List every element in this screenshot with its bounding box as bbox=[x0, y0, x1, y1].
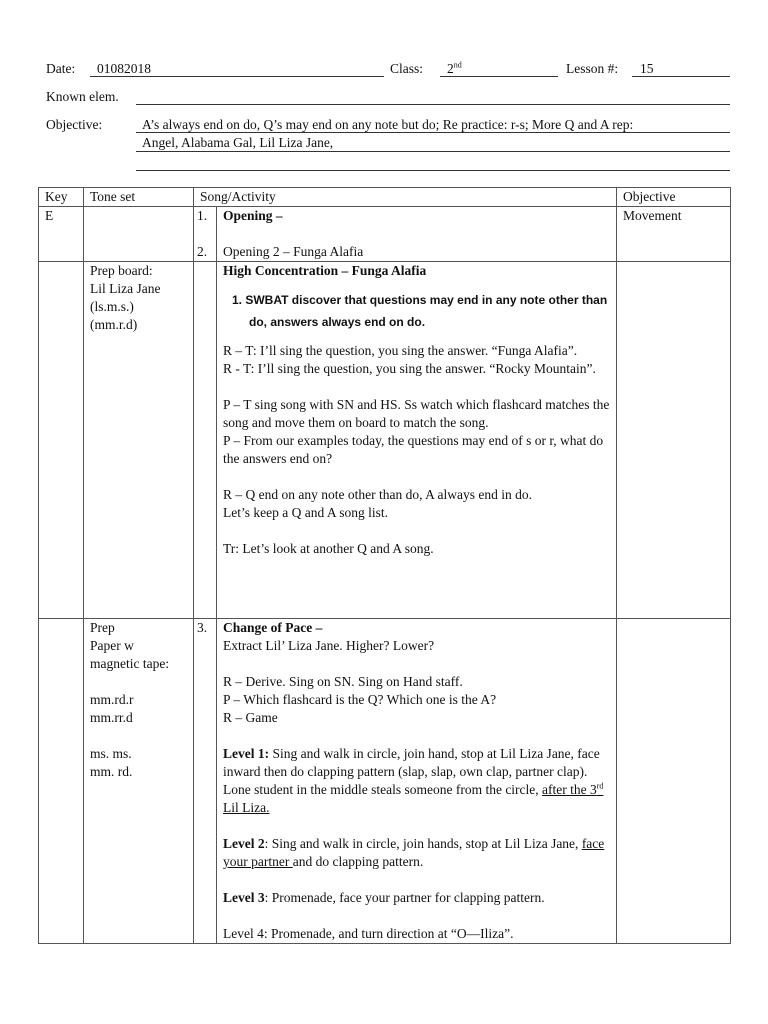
header-key: Key bbox=[39, 188, 84, 207]
lesson-plan-table bbox=[38, 187, 731, 944]
tone-line: ms. ms. bbox=[90, 746, 132, 761]
swbat-objective: 1. SWBAT discover that questions may end in any note other than do, answers always end on do. bbox=[232, 293, 608, 329]
step-text: R - T: I’ll sing the question, you sing the answer. “Rocky Mountain”. bbox=[223, 361, 596, 376]
level-1-label: Level 1: bbox=[223, 746, 270, 761]
number-cell bbox=[194, 207, 217, 262]
header-song-activity: Song/Activity bbox=[194, 188, 617, 207]
key-cell: E bbox=[39, 207, 84, 262]
step-text: P – From our examples today, the questions may end of s or r, what do the answers end on? bbox=[223, 433, 604, 466]
step-text: Extract Lil’ Liza Jane. Higher? Lower? bbox=[223, 638, 435, 653]
level-3-text: : Promenade, face your partner for clapping pattern. bbox=[264, 890, 545, 905]
step-text: R – Q end on any note other than do, A always end in do. bbox=[223, 487, 532, 502]
table-row-change-of-pace bbox=[39, 619, 731, 944]
level-1-sup: rd bbox=[596, 781, 604, 791]
table-row-opening bbox=[39, 207, 731, 262]
tone-cell bbox=[84, 262, 194, 619]
step-text: R – T: I’ll sing the question, you sing the answer. “Funga Alafia”. bbox=[223, 343, 578, 358]
objective-rule-2 bbox=[136, 151, 730, 152]
date-line bbox=[90, 76, 384, 77]
objective-cell-empty bbox=[617, 619, 731, 944]
item-number: 1. bbox=[197, 208, 208, 223]
step-text: R – Derive. Sing on SN. Sing on Hand staff. bbox=[223, 674, 463, 689]
step-text: Let’s keep a Q and A song list. bbox=[223, 505, 388, 520]
level-3-label: Level 3 bbox=[223, 890, 265, 905]
activity-cell bbox=[217, 619, 617, 944]
high-concentration-title: High Concentration – Funga Alafia bbox=[223, 263, 427, 278]
key-cell-empty bbox=[39, 262, 84, 619]
tone-line: (mm.r.d) bbox=[90, 317, 138, 332]
tone-cell bbox=[84, 619, 194, 944]
lesson-line bbox=[632, 76, 730, 77]
opening-2: Opening 2 – Funga Alafia bbox=[223, 244, 364, 259]
tone-line: mm.rd.r bbox=[90, 692, 134, 707]
number-cell-empty bbox=[194, 262, 217, 619]
table-row-high-concentration bbox=[39, 262, 731, 619]
step-text: P – T sing song with SN and HS. Ss watch which flashcard matches the song and move them on board to match the song. bbox=[223, 397, 610, 430]
level-2-underline: face your partner bbox=[223, 836, 605, 869]
class-value bbox=[447, 61, 462, 77]
item-number: 3. bbox=[197, 620, 208, 635]
level-1 bbox=[223, 745, 610, 817]
known-elem-line bbox=[136, 104, 730, 105]
tone-line: Lil Liza Jane bbox=[90, 281, 161, 296]
tone-cell-empty bbox=[84, 207, 194, 262]
lesson-label: Lesson #: bbox=[566, 61, 619, 76]
level-2-text: : Sing and walk in circle, join hands, stop at Lil Liza Jane, bbox=[264, 836, 582, 851]
number-cell bbox=[194, 619, 217, 944]
tone-line: mm.rr.d bbox=[90, 710, 133, 725]
objective-rule-3 bbox=[136, 170, 730, 171]
step-text: P – Which flashcard is the Q? Which one is the A? bbox=[223, 692, 497, 707]
date-label: Date: bbox=[46, 61, 76, 76]
level-2-label: Level 2 bbox=[223, 836, 265, 851]
level-3 bbox=[223, 889, 610, 907]
level-2 bbox=[223, 835, 610, 871]
header-tone-set: Tone set bbox=[84, 188, 194, 207]
lesson-value: 15 bbox=[640, 61, 654, 76]
class-number: 2 bbox=[447, 61, 454, 76]
objective-line-1: A’s always end on do, Q’s may end on any note but do; Re practice: r-s; More Q and A rep: bbox=[142, 117, 634, 132]
step-text: R – Game bbox=[223, 710, 278, 725]
tone-line: mm. rd. bbox=[90, 764, 133, 779]
class-label: Class: bbox=[390, 61, 424, 76]
objective-label: Objective: bbox=[46, 117, 103, 132]
item-number: 2. bbox=[197, 244, 208, 259]
tone-line: Prep board: bbox=[90, 263, 153, 278]
tone-line: Prep bbox=[90, 620, 115, 635]
activity-cell bbox=[217, 207, 617, 262]
level-1-end: Lil Liza. bbox=[223, 800, 270, 815]
opening-title: Opening – bbox=[223, 208, 283, 223]
table-header-row bbox=[39, 188, 731, 207]
objective-cell: Movement bbox=[617, 207, 731, 262]
tone-line: Paper w bbox=[90, 638, 134, 653]
known-elem-label: Known elem. bbox=[46, 89, 119, 104]
tone-line: magnetic tape: bbox=[90, 656, 170, 671]
level-1-text: Sing and walk in circle, join hand, stop at Lil Liza Jane, face inward then do clapping pattern (slap, slap, own clap, partner clap). Lone student in the middle steals someone from the circle, bbox=[223, 746, 600, 797]
objective-cell-empty bbox=[617, 262, 731, 619]
date-value: 01082018 bbox=[97, 61, 151, 76]
level-4: Level 4: Promenade, and turn direction at “O—Iliza”. bbox=[223, 926, 514, 941]
transition-text: Tr: Let’s look at another Q and A song. bbox=[223, 541, 434, 556]
key-cell-empty bbox=[39, 619, 84, 944]
objective-rule-1 bbox=[136, 132, 730, 133]
level-2-end: and do clapping pattern. bbox=[292, 854, 424, 869]
activity-cell bbox=[217, 262, 617, 619]
objective-line-2: Angel, Alabama Gal, Lil Liza Jane, bbox=[142, 135, 334, 150]
class-suffix: nd bbox=[453, 60, 462, 70]
class-line bbox=[440, 76, 558, 77]
level-1-after: after the 3 bbox=[542, 782, 597, 797]
change-of-pace-title: Change of Pace – bbox=[223, 620, 323, 635]
header-objective: Objective bbox=[617, 188, 731, 207]
tone-line: (ls.m.s.) bbox=[90, 299, 134, 314]
